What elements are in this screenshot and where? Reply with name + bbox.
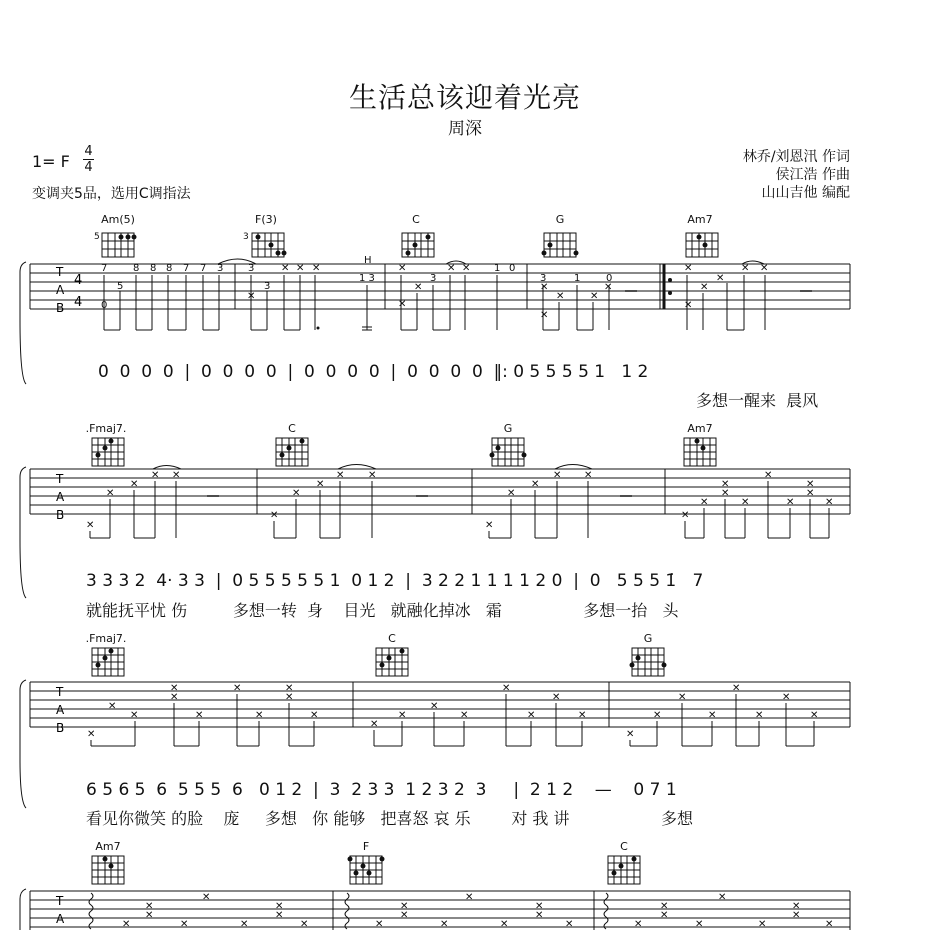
tab-letter: B	[56, 301, 65, 315]
chord-name: C	[412, 213, 420, 226]
svg-text:✕: ✕	[578, 710, 587, 721]
svg-text:3: 3	[264, 281, 271, 292]
chord-name: C	[388, 632, 396, 645]
chord-name: Am7	[687, 213, 713, 226]
svg-text:✕: ✕	[721, 479, 730, 490]
svg-text:✕: ✕	[825, 919, 834, 930]
numbered-notation: 6 5 6 5 6 5 5 5 6 0 1 2 | 3 2 3 3 1 2 3 2 3 | 2 1 2 — 0 7 1	[86, 780, 677, 800]
svg-text:7: 7	[200, 263, 207, 274]
tab-letter: B	[56, 508, 65, 522]
lyrics-line: 多想一醒来 晨风	[696, 391, 819, 410]
chord-name: G	[503, 422, 513, 435]
svg-text:✕: ✕	[447, 263, 456, 274]
svg-text:✕: ✕	[130, 479, 139, 490]
svg-text:✕: ✕	[716, 273, 725, 284]
key-signature: 1= F	[32, 152, 70, 171]
svg-text:✕: ✕	[553, 470, 562, 481]
svg-text:✕: ✕	[708, 710, 717, 721]
svg-text:1 3: 1 3	[359, 273, 375, 284]
tab-letter: T	[56, 472, 64, 486]
svg-text:✕: ✕	[741, 263, 750, 274]
svg-text:✕: ✕	[502, 683, 511, 694]
svg-text:✕: ✕	[170, 692, 179, 703]
tab-letter: A	[56, 703, 65, 717]
chord-name: .Fmaj7.	[85, 632, 127, 645]
chord-diagram	[92, 648, 664, 676]
svg-text:✕: ✕	[732, 683, 741, 694]
svg-text:✕: ✕	[556, 291, 565, 302]
svg-text:✕: ✕	[806, 488, 815, 499]
chord-name: Am(5)	[101, 213, 135, 226]
tab-x-notes	[86, 470, 833, 531]
svg-text:✕: ✕	[806, 479, 815, 490]
svg-text:✕: ✕	[296, 263, 305, 274]
svg-text:✕: ✕	[695, 919, 704, 930]
svg-text:✕: ✕	[465, 892, 474, 903]
svg-text:✕: ✕	[281, 263, 290, 274]
svg-text:✕: ✕	[151, 470, 160, 481]
svg-text:✕: ✕	[430, 701, 439, 712]
svg-text:✕: ✕	[275, 910, 284, 921]
svg-text:✕: ✕	[312, 263, 321, 274]
svg-text:✕: ✕	[87, 729, 96, 740]
svg-text:✕: ✕	[300, 919, 309, 930]
chord-name: F	[362, 840, 370, 853]
time-signature-top: 4	[74, 273, 83, 288]
tab-letter: T	[56, 894, 64, 908]
svg-text:8: 8	[166, 263, 173, 274]
svg-text:✕: ✕	[400, 901, 409, 912]
svg-text:✕: ✕	[145, 910, 154, 921]
svg-text:✕: ✕	[122, 919, 131, 930]
tab-x-notes	[247, 263, 768, 321]
svg-text:✕: ✕	[758, 919, 767, 930]
svg-text:✕: ✕	[718, 892, 727, 903]
chord-name: .Fmaj7.	[85, 422, 127, 435]
svg-text:✕: ✕	[400, 910, 409, 921]
chord-name: F(3)	[255, 213, 277, 226]
svg-text:✕: ✕	[552, 692, 561, 703]
tab-letter: T	[56, 265, 64, 279]
svg-text:1: 1	[574, 273, 581, 284]
svg-text:1: 1	[494, 263, 501, 274]
svg-text:8: 8	[133, 263, 140, 274]
chord-name: Am7	[687, 422, 713, 435]
svg-text:5: 5	[117, 281, 124, 292]
svg-text:✕: ✕	[285, 683, 294, 694]
svg-text:✕: ✕	[500, 919, 509, 930]
tab-notes	[101, 255, 612, 311]
svg-text:✕: ✕	[292, 488, 301, 499]
svg-text:✕: ✕	[825, 497, 834, 508]
fret-label: 3	[243, 232, 249, 242]
svg-text:H: H	[364, 255, 372, 266]
svg-text:✕: ✕	[130, 710, 139, 721]
svg-text:✕: ✕	[368, 470, 377, 481]
svg-text:✕: ✕	[760, 263, 769, 274]
svg-text:✕: ✕	[721, 488, 730, 499]
svg-text:✕: ✕	[275, 901, 284, 912]
svg-text:✕: ✕	[285, 692, 294, 703]
svg-text:✕: ✕	[398, 710, 407, 721]
tab-letter: A	[56, 283, 65, 297]
svg-text:✕: ✕	[106, 488, 115, 499]
svg-text:✕: ✕	[660, 910, 669, 921]
svg-text:0: 0	[509, 263, 516, 274]
svg-text:✕: ✕	[660, 901, 669, 912]
svg-text:✕: ✕	[336, 470, 345, 481]
svg-text:✕: ✕	[755, 710, 764, 721]
svg-text:✕: ✕	[202, 892, 211, 903]
chord-name: G	[555, 213, 565, 226]
stems	[90, 465, 829, 539]
tab-letter: B	[56, 721, 65, 735]
arranger-credit: 山山吉他 编配	[761, 185, 850, 201]
chord-name: G	[643, 632, 653, 645]
svg-text:✕: ✕	[270, 510, 279, 521]
svg-text:✕: ✕	[810, 710, 819, 721]
svg-text:✕: ✕	[462, 263, 471, 274]
svg-text:✕: ✕	[398, 263, 407, 274]
stems	[104, 259, 812, 330]
tab-x-notes	[87, 683, 818, 740]
singer-name: 周深	[448, 119, 482, 139]
svg-text:✕: ✕	[240, 919, 249, 930]
time-signature-bottom: 4	[84, 160, 93, 175]
svg-text:0: 0	[606, 273, 613, 284]
svg-text:✕: ✕	[604, 282, 613, 293]
capo-note: 变调夹5品，选用C调指法	[32, 186, 191, 202]
svg-text:3: 3	[217, 263, 224, 274]
chord-diagram	[686, 233, 718, 257]
song-title: 生活总该迎着光亮	[348, 81, 581, 114]
svg-text:✕: ✕	[681, 510, 690, 521]
time-signature-bottom: 4	[74, 295, 83, 310]
svg-text:7: 7	[101, 263, 108, 274]
svg-text:✕: ✕	[108, 701, 117, 712]
chord-diagram	[92, 438, 716, 466]
svg-text:✕: ✕	[398, 299, 407, 310]
tab-letter: A	[56, 912, 65, 926]
svg-text:✕: ✕	[172, 470, 181, 481]
svg-text:✕: ✕	[460, 710, 469, 721]
svg-text:✕: ✕	[764, 470, 773, 481]
svg-text:✕: ✕	[145, 901, 154, 912]
svg-text:8: 8	[150, 263, 157, 274]
svg-text:✕: ✕	[247, 291, 256, 302]
composer-credit: 侯江浩 作曲	[775, 167, 850, 183]
svg-text:✕: ✕	[741, 497, 750, 508]
svg-text:✕: ✕	[786, 497, 795, 508]
svg-text:✕: ✕	[375, 919, 384, 930]
svg-text:0: 0	[101, 300, 108, 311]
svg-text:✕: ✕	[678, 692, 687, 703]
svg-text:✕: ✕	[626, 729, 635, 740]
svg-text:✕: ✕	[792, 910, 801, 921]
svg-text:✕: ✕	[565, 919, 574, 930]
tab-letter: A	[56, 490, 65, 504]
chord-name: C	[288, 422, 296, 435]
svg-text:✕: ✕	[180, 919, 189, 930]
svg-text:✕: ✕	[370, 719, 379, 730]
chord-diagram	[92, 856, 640, 884]
chord-name: C	[620, 840, 628, 853]
svg-text:3: 3	[430, 273, 437, 284]
svg-text:✕: ✕	[684, 300, 693, 311]
svg-text:✕: ✕	[540, 310, 549, 321]
svg-text:✕: ✕	[684, 263, 693, 274]
svg-text:✕: ✕	[440, 919, 449, 930]
svg-text:✕: ✕	[233, 683, 242, 694]
svg-text:✕: ✕	[535, 901, 544, 912]
svg-text:✕: ✕	[782, 692, 791, 703]
lyrics-line: 看见你微笑 的脸 庞 多想 你 能够 把喜怒 哀 乐 对 我 讲 多想	[86, 809, 694, 828]
svg-text:✕: ✕	[584, 470, 593, 481]
lyrics-line: 就能抚平忧 伤 多想一转 身 目光 就融化掉冰 霜 多想一抬 头	[86, 601, 679, 620]
svg-text:✕: ✕	[653, 710, 662, 721]
svg-text:✕: ✕	[590, 291, 599, 302]
svg-text:✕: ✕	[195, 710, 204, 721]
svg-text:✕: ✕	[634, 919, 643, 930]
svg-text:✕: ✕	[170, 683, 179, 694]
svg-text:7: 7	[183, 263, 190, 274]
svg-text:✕: ✕	[414, 282, 423, 293]
svg-text:✕: ✕	[485, 520, 494, 531]
fret-label: 5	[94, 232, 100, 242]
svg-text:✕: ✕	[792, 901, 801, 912]
svg-text:✕: ✕	[700, 282, 709, 293]
tab-letter: T	[56, 685, 64, 699]
svg-text:✕: ✕	[531, 479, 540, 490]
svg-text:✕: ✕	[255, 710, 264, 721]
svg-text:3: 3	[540, 273, 547, 284]
svg-text:✕: ✕	[540, 282, 549, 293]
svg-text:3: 3	[248, 263, 255, 274]
svg-text:✕: ✕	[310, 710, 319, 721]
numbered-notation: 3 3 3 2 4· 3 3 | 0 5 5 5 5 5 1 0 1 2 | 3 2 2 1 1 1 1 2 0 | 0 5 5 5 1̇ 7	[86, 571, 704, 591]
svg-text:✕: ✕	[86, 520, 95, 531]
chord-name: Am7	[95, 840, 121, 853]
svg-text:✕: ✕	[700, 497, 709, 508]
svg-text:✕: ✕	[507, 488, 516, 499]
time-signature-top: 4	[84, 144, 93, 159]
svg-text:✕: ✕	[535, 910, 544, 921]
lyricist-credit: 林乔/刘恩汛 作词	[742, 149, 850, 165]
svg-text:✕: ✕	[316, 479, 325, 490]
tab-x-notes	[122, 892, 833, 930]
svg-text:✕: ✕	[527, 710, 536, 721]
numbered-notation: 0 0 0 0 | 0 0 0 0 | 0 0 0 0 | 0 0 0 0 ‖: 0 5 5 5 5 1 1 2	[98, 362, 649, 382]
